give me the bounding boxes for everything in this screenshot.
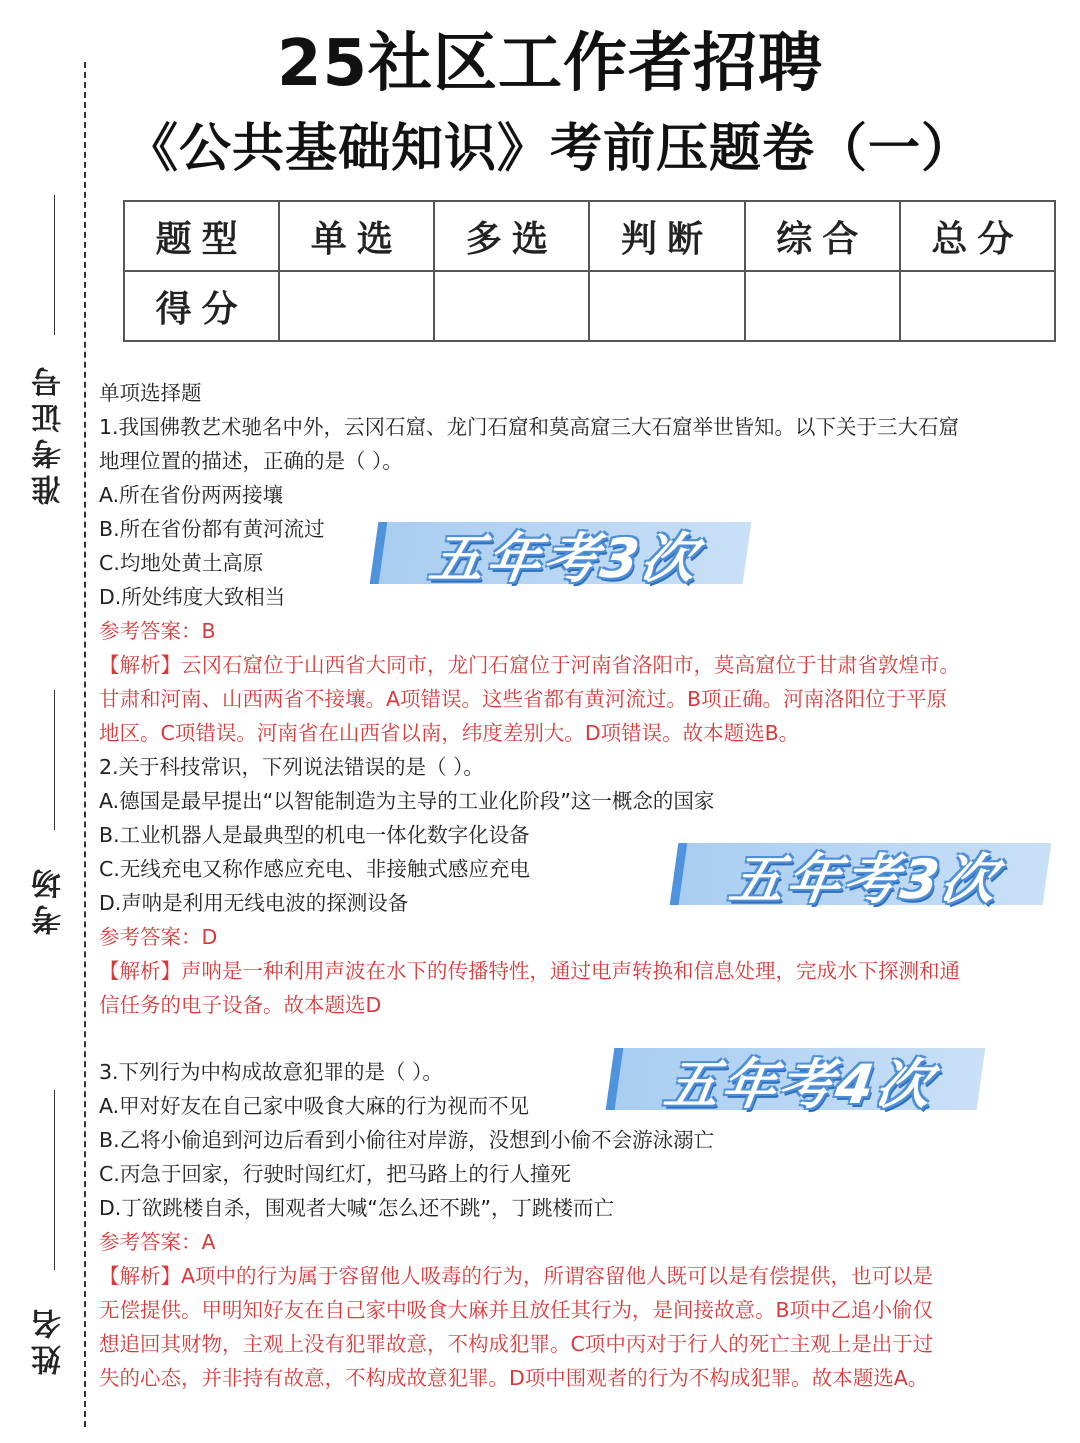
score-table xyxy=(123,200,1056,342)
analysis-line: 失的心态，并非持有故意，不构成故意犯罪。D项中围观者的行为不构成犯罪。故本题选A。 xyxy=(99,1366,929,1390)
option-c: C.丙急于回家，行驶时闯红灯，把马路上的行人撞死 xyxy=(99,1162,571,1186)
analysis-line: 【解析】声呐是一种利用声波在水下的传播特性，通过电声转换和信息处理，完成水下探测和通 xyxy=(99,959,960,983)
frequency-stamp-2 xyxy=(670,843,1052,911)
frequency-stamp-1 xyxy=(370,522,752,590)
frequency-stamp-text: 五年考3次 xyxy=(425,527,703,590)
score-cell-judge xyxy=(589,271,744,341)
page-title: 25社区工作者招聘 xyxy=(276,27,824,101)
score-row-label: 得分 xyxy=(124,271,279,341)
option-c: C.均地处黄土高原 xyxy=(99,551,264,575)
frequency-stamp-3 xyxy=(606,1048,986,1116)
reference-answer: 参考答案：D xyxy=(99,925,218,949)
score-header-single: 单选 xyxy=(279,201,434,271)
score-table-header-row xyxy=(124,201,1055,271)
option-b: B.乙将小偷追到河边后看到小偷往对岸游，没想到小偷不会游泳溺亡 xyxy=(99,1128,715,1152)
name-label: 姓名 xyxy=(32,1303,67,1375)
question-stem-line: 2.关于科技常识，下列说法错误的是（ ）。 xyxy=(99,755,484,779)
option-d: D.所处纬度大致相当 xyxy=(99,585,286,609)
option-c: C.无线充电又称作感应充电、非接触式感应充电 xyxy=(99,857,530,881)
question-stem-line: 3.下列行为中构成故意犯罪的是（ ）。 xyxy=(99,1060,443,1084)
analysis-line: 信任务的电子设备。故本题选D xyxy=(99,993,382,1017)
option-b: B.工业机器人是最典型的机电一体化数字化设备 xyxy=(99,823,530,847)
score-cell-total xyxy=(900,271,1055,341)
score-header-multi: 多选 xyxy=(434,201,589,271)
exam-id-label: 准考证号 xyxy=(32,361,67,505)
score-cell-single xyxy=(279,271,434,341)
binding-dashed-line xyxy=(84,62,86,1427)
question-stem-line: 地理位置的描述，正确的是（ ）。 xyxy=(99,449,403,473)
option-a: A.德国是最早提出“以智能制造为主导的工业化阶段”这一概念的国家 xyxy=(99,789,715,813)
score-header-type: 题型 xyxy=(124,201,279,271)
frequency-stamp-text: 五年考3次 xyxy=(725,848,1003,911)
option-d: D.声呐是利用无线电波的探测设备 xyxy=(99,891,409,915)
frequency-stamp-text: 五年考4次 xyxy=(660,1053,938,1116)
analysis-line: 想追回其财物，主观上没有犯罪故意，不构成犯罪。C项中丙对于行人的死亡主观上是出于过 xyxy=(99,1332,934,1356)
score-cell-comprehensive xyxy=(745,271,900,341)
score-header-total: 总分 xyxy=(900,201,1055,271)
score-table-score-row xyxy=(124,271,1055,341)
analysis-line: 【解析】云冈石窟位于山西省大同市，龙门石窟位于河南省洛阳市，莫高窟位于甘肃省敦煌市。 xyxy=(99,653,960,677)
reference-answer: 参考答案：B xyxy=(99,619,216,643)
option-b: B.所在省份都有黄河流过 xyxy=(99,517,325,541)
option-a: A.所在省份两两接壤 xyxy=(99,483,284,507)
reference-answer: 参考答案：A xyxy=(99,1230,216,1254)
venue-label: 考场 xyxy=(32,863,67,935)
score-header-judge: 判断 xyxy=(589,201,744,271)
section-title: 单项选择题 xyxy=(99,381,202,405)
exam-id-write-line xyxy=(54,195,55,335)
score-header-comprehensive: 综合 xyxy=(745,201,900,271)
analysis-line: 【解析】A项中的行为属于容留他人吸毒的行为，所谓容留他人既可以是有偿提供，也可以是 xyxy=(99,1264,934,1288)
page-subtitle: 《公共基础知识》考前压题卷（一） xyxy=(125,119,974,179)
score-cell-multi xyxy=(434,271,589,341)
option-d: D.丁欲跳楼自杀，围观者大喊“怎么还不跳”，丁跳楼而亡 xyxy=(99,1196,615,1220)
analysis-line: 地区。C项错误。河南省在山西省以南，纬度差别大。D项错误。故本题选B。 xyxy=(99,721,800,745)
name-write-line xyxy=(54,1090,55,1270)
question-stem-line: 1.我国佛教艺术驰名中外，云冈石窟、龙门石窟和莫高窟三大石窟举世皆知。以下关于三大石窟 xyxy=(99,415,960,439)
option-a: A.甲对好友在自己家中吸食大麻的行为视而不见 xyxy=(99,1094,530,1118)
venue-write-line xyxy=(54,690,55,830)
analysis-line: 甘肃和河南、山西两省不接壤。A项错误。这些省都有黄河流过。B项正确。河南洛阳位于平原 xyxy=(99,687,948,711)
analysis-line: 无偿提供。甲明知好友在自己家中吸食大麻并且放任其行为，是间接故意。B项中乙追小偷仅 xyxy=(99,1298,934,1322)
